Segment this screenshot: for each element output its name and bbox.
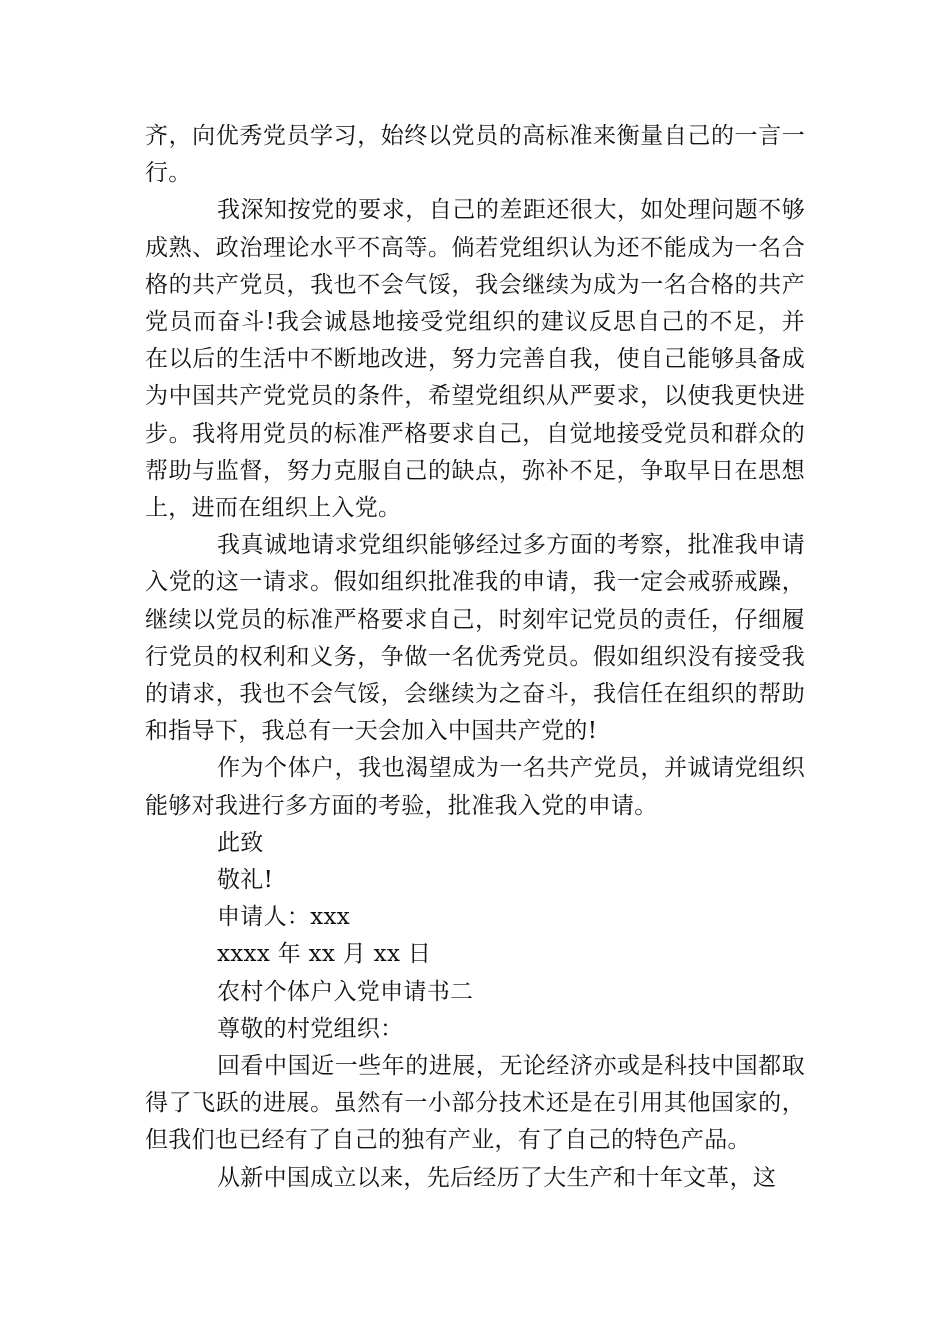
date-line: xxxx 年 xx 月 xx 日 xyxy=(217,941,432,968)
paragraph-aspiration: 作为个体户，我也渴望成为一名共产党员，并诚请党组织能够对我进行多方面的考验，批准我入党的申请。 xyxy=(145,755,805,819)
document-body xyxy=(145,118,805,1197)
second-letter-paragraph-1: 回看中国近一些年的进展，无论经济亦或是科技中国都取得了飞跃的进展。虽然有一小部分技术还是在引用其他国家的，但我们也已经有了自己的独有产业，有了自己的特色产品。 xyxy=(145,1053,805,1154)
closing-line: 此致 xyxy=(217,829,264,856)
second-letter-title: 农村个体户入党申请书二 xyxy=(217,978,474,1005)
salute-line: 敬礼! xyxy=(217,867,274,894)
paragraph-request: 我真诚地请求党组织能够经过多方面的考察，批准我申请入党的这一请求。假如组织批准我的申请，我一定会戒骄戒躁，继续以党员的标准严格要求自己，时刻牢记党员的责任，仔细履行党员的权利和义务，争做一名优秀党员。假如组织没有接受我的请求，我也不会气馁，会继续为之奋斗，我信任在组织的帮助和指导下，我总有一天会加入中国共产党的! xyxy=(145,532,805,745)
second-letter-paragraph-2: 从新中国成立以来，先后经历了大生产和十年文革，这 xyxy=(217,1164,777,1191)
applicant-line: 申请人：xxx xyxy=(217,904,351,931)
second-letter-greeting: 尊敬的村党组织： xyxy=(217,1015,404,1042)
paragraph-continued: 齐，向优秀党员学习，始终以党员的高标准来衡量自己的一言一行。 xyxy=(145,123,805,187)
paragraph-self-reflection: 我深知按党的要求，自己的差距还很大，如处理问题不够成熟、政治理论水平不高等。倘若党组织认为还不能成为一名合格的共产党员，我也不会气馁，我会继续为成为一名合格的共产党员而奋斗!我会诚恳地接受党组织的建议反思自己的不足，并在以后的生活中不断地改进，努力完善自我，使自己能够具备成为中国共产党党员的条件，希望党组织从严要求，以使我更快进步。我将用党员的标准严格要求自己，自觉地接受党员和群众的帮助与监督，努力克服自己的缺点，弥补不足，争取早日在思想上，进而在组织上入党。 xyxy=(145,197,805,522)
